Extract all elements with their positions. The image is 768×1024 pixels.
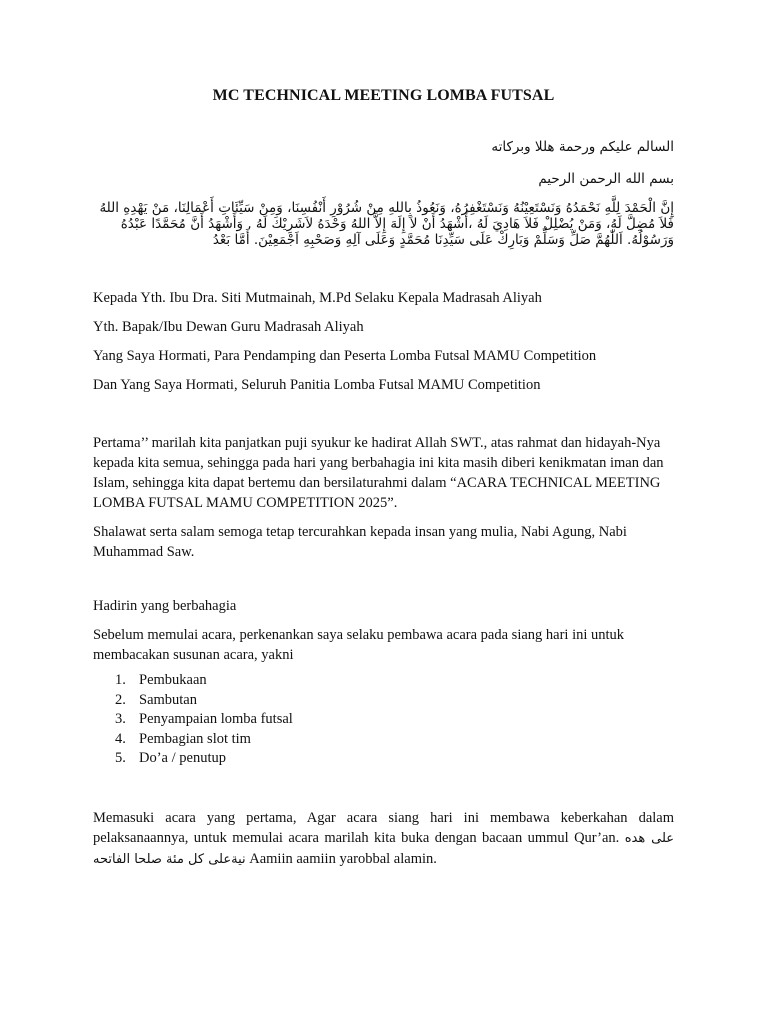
agenda-label: Pembagian slot tim — [139, 730, 251, 747]
closing-text: Memasuki acara yang pertama, Agar acara siang hari ini membawa keberkahan dalam pelaksanaannya, untuk memulai acara marilah kita buka dengan bacaan ummul Qur’an. — [93, 809, 674, 846]
document-body — [93, 86, 674, 879]
agenda-item — [93, 710, 674, 730]
agenda-item — [93, 671, 674, 691]
agenda-number: 5. — [115, 750, 126, 766]
agenda-number: 3. — [115, 711, 126, 727]
closing-arabic: على هده نيةعلى كل مئة صلحا الفاتحه — [93, 830, 675, 867]
address-list — [93, 288, 674, 395]
closing-paragraph — [93, 808, 674, 870]
agenda-number: 1. — [115, 672, 126, 688]
hadirin-heading: Hadirin yang berbahagia — [93, 598, 237, 614]
agenda-list — [93, 671, 674, 769]
address-line: Yth. Bapak/Ibu Dewan Guru Madrasah Aliyah — [93, 319, 364, 335]
agenda-number: 4. — [115, 730, 126, 747]
closing-amin: Aamiin aamiin yarobbal alamin. — [249, 850, 437, 867]
agenda-number: 2. — [115, 691, 126, 708]
address-line: Yang Saya Hormati, Para Pendamping dan Peserta Lomba Futsal MAMU Competition — [93, 348, 597, 364]
agenda-item — [93, 730, 674, 750]
arabic-salam: السالم عليكم ورحمة هللا وبركاته — [491, 139, 674, 155]
agenda-label: Sambutan — [139, 691, 197, 708]
agenda-label: Pembukaan — [139, 672, 207, 688]
agenda-item — [93, 749, 674, 769]
arabic-opening — [93, 136, 674, 248]
agenda-item — [93, 691, 674, 711]
agenda-label: Penyampaian lomba futsal — [139, 711, 293, 727]
address-line: Kepada Yth. Ibu Dra. Siti Mutmainah, M.Pd Selaku Kepala Madrasah Aliyah — [93, 290, 542, 306]
arabic-doa: إِنَّ الْحَمْدَ لِلَّهِ نَحْمَدُهُ وَنَسْتَعِيْنُهُ وَنَسْتَغْفِرُهُ، وَنَعُوذُ بِاللهِ مِنْ شُرُوْرِ أَنْفُسِنَا، وَمِنْ سَيِّئَاتِ أَعْمَالِنَا، مَنْ يَهْدِهِ اللهُ فَلاَ مُضِلَّ لَهُ، وَمَنْ يُضْلِلْ فَلاَ هَادِيَ لَهُ ،أَشْهَدُ أَنْ لاَ إِلَهَ إِلاَّ اللهُ وَحْدَهُ لاَشَرِيْكَ لَهُ , وَأَشْهَدُ أَنَّ مُحَمَّدًا عَبْدُهُ وَرَسُوْلُهُ. اَللّٰهُمَّ صَلِّ وَسَلِّمْ وَبَارِكْ عَلَى سَيِّدِنَا مُحَمَّدٍ وَعَلَى آلِهِ وَصَحْبِهِ اَجْمَعِيْنَ. أَمَّا بَعْدُ — [99, 200, 674, 248]
agenda-label: Do’a / penutup — [139, 750, 226, 766]
opening-paragraph: Pertama’’ marilah kita panjatkan puji syukur ke hadirat Allah SWT., atas rahmat dan hidayah-Nya kepada kita semua, sehingga pada hari yang berbahagia ini kita masih diberi kenikmatan iman dan Islam, sehingga kita dapat bertemu dan bersilaturahmi dalam “ACARA TECHNICAL MEETING LOMBA FUTSAL MAMU COMPETITION 2025”. — [93, 435, 664, 511]
agenda-intro: Sebelum memulai acara, perkenankan saya selaku pembawa acara pada siang hari ini untuk membacakan susunan acara, yakni — [93, 627, 625, 663]
shalawat-paragraph: Shalawat serta salam semoga tetap tercurahkan kepada insan yang mulia, Nabi Agung, Nabi Muhammad Saw. — [93, 524, 627, 560]
arabic-basmalah: بسم الله الرحمن الرحيم — [538, 171, 674, 187]
address-line: Dan Yang Saya Hormati, Seluruh Panitia Lomba Futsal MAMU Competition — [93, 377, 541, 393]
document-title: MC TECHNICAL MEETING LOMBA FUTSAL — [212, 87, 555, 104]
